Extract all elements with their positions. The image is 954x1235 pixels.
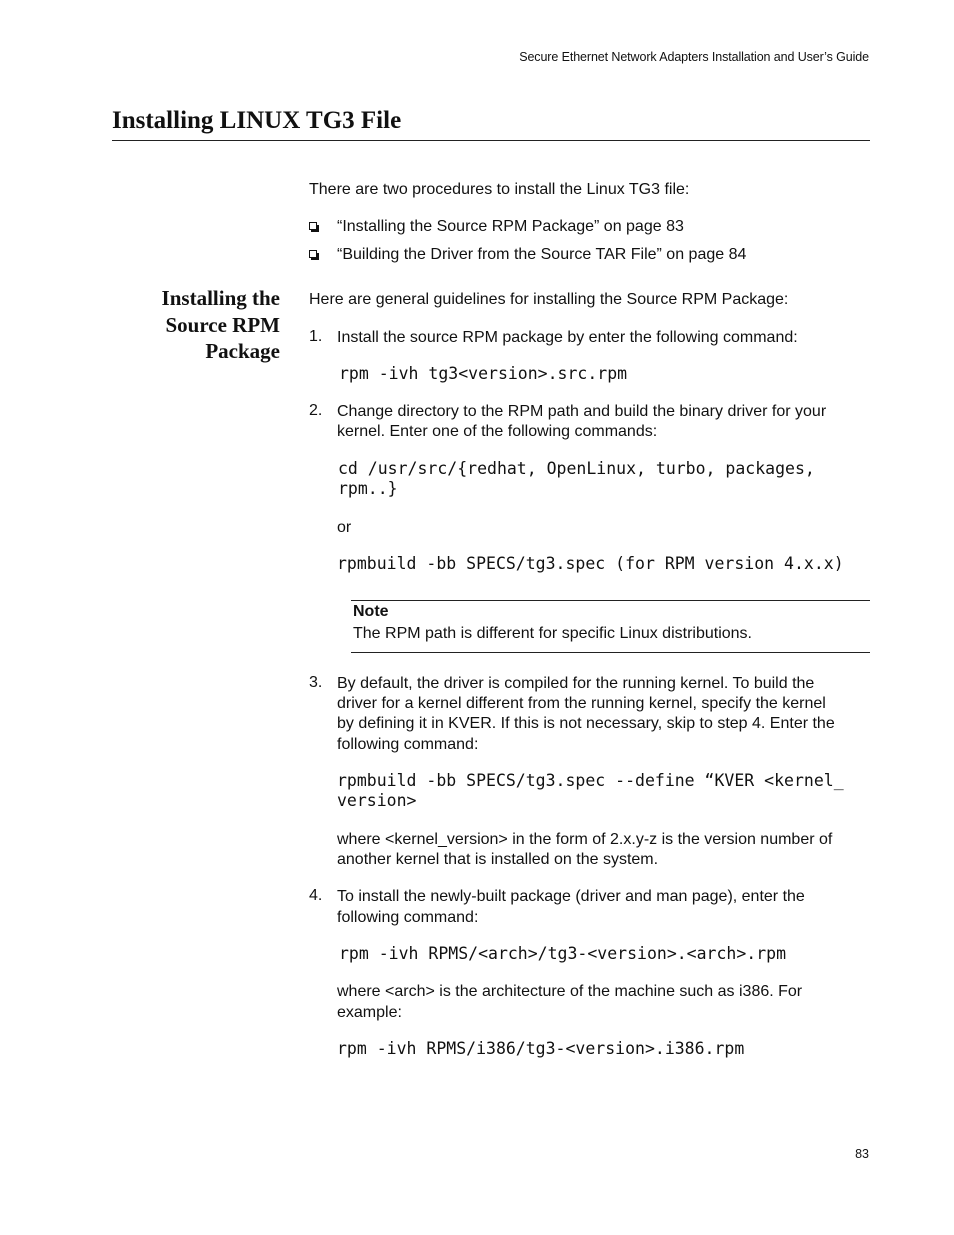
page-number: 83 xyxy=(855,1147,869,1161)
code-block: rpm -ivh RPMS/<arch>/tg3-<version>.<arch>.rpm xyxy=(339,944,787,963)
step-text-line: where <arch> is the architecture of the machine such as i386. For xyxy=(337,983,803,1000)
section-heading-line: Source RPM xyxy=(165,312,280,337)
step-number: 4. xyxy=(309,887,323,904)
note-top-rule xyxy=(351,600,870,601)
step-number: 1. xyxy=(309,328,323,345)
page-title: Installing LINUX TG3 File xyxy=(112,107,402,134)
step-number: 2. xyxy=(309,402,323,419)
section-heading-line: Installing the xyxy=(161,286,280,310)
bullet-item: “Building the Driver from the Source TAR File” on page 84 xyxy=(337,246,747,263)
intro-text: There are two procedures to install the Linux TG3 file: xyxy=(309,181,690,198)
note-title: Note xyxy=(353,603,389,620)
code-block: rpm -ivh tg3<version>.src.rpm xyxy=(339,364,628,383)
step-text-line: following command: xyxy=(337,736,479,753)
step-text-line: By default, the driver is compiled for the running kernel. To build the xyxy=(337,675,815,692)
code-line: rpm..} xyxy=(338,479,398,498)
title-rule xyxy=(112,140,870,141)
step-text-line: following command: xyxy=(337,909,479,926)
step-number: 3. xyxy=(309,674,323,691)
or-text: or xyxy=(337,519,352,536)
code-block: rpm -ivh RPMS/i386/tg3-<version>.i386.rpm xyxy=(337,1039,745,1058)
step-text-line: To install the newly-built package (driver and man page), enter the xyxy=(337,888,805,905)
step-text-line: by defining it in KVER. If this is not necessary, skip to step 4. Enter the xyxy=(337,715,835,732)
note-text: The RPM path is different for specific Linux distributions. xyxy=(353,625,752,642)
step-text-line: kernel. Enter one of the following commands: xyxy=(337,423,658,440)
section-heading xyxy=(162,285,280,365)
section-intro: Here are general guidelines for installing the Source RPM Package: xyxy=(309,291,789,308)
code-line: cd /usr/src/{redhat, OpenLinux, turbo, packages, xyxy=(338,459,815,478)
checkbox-bullet-icon xyxy=(309,222,317,230)
note-bottom-rule xyxy=(351,652,870,653)
running-header: Secure Ethernet Network Adapters Installation and User’s Guide xyxy=(519,50,869,64)
bullet-item: “Installing the Source RPM Package” on page 83 xyxy=(337,218,684,235)
checkbox-bullet-icon xyxy=(309,250,317,258)
code-line: version> xyxy=(337,791,417,810)
code-block: rpmbuild -bb SPECS/tg3.spec (for RPM version 4.x.x) xyxy=(337,554,844,573)
section-heading-line: Package xyxy=(205,339,280,363)
code-line: rpmbuild -bb SPECS/tg3.spec --define “KVER <kernel_ xyxy=(337,771,844,790)
step-text: Install the source RPM package by enter the following command: xyxy=(337,329,798,346)
step-text-line: Change directory to the RPM path and build the binary driver for your xyxy=(337,403,827,420)
step-text-line: where <kernel_version> in the form of 2.x.y-z is the version number of xyxy=(337,831,833,848)
step-text-line: another kernel that is installed on the system. xyxy=(337,851,659,868)
step-text-line: driver for a kernel different from the running kernel, specify the kernel xyxy=(337,695,826,712)
step-text-line: example: xyxy=(337,1004,402,1021)
